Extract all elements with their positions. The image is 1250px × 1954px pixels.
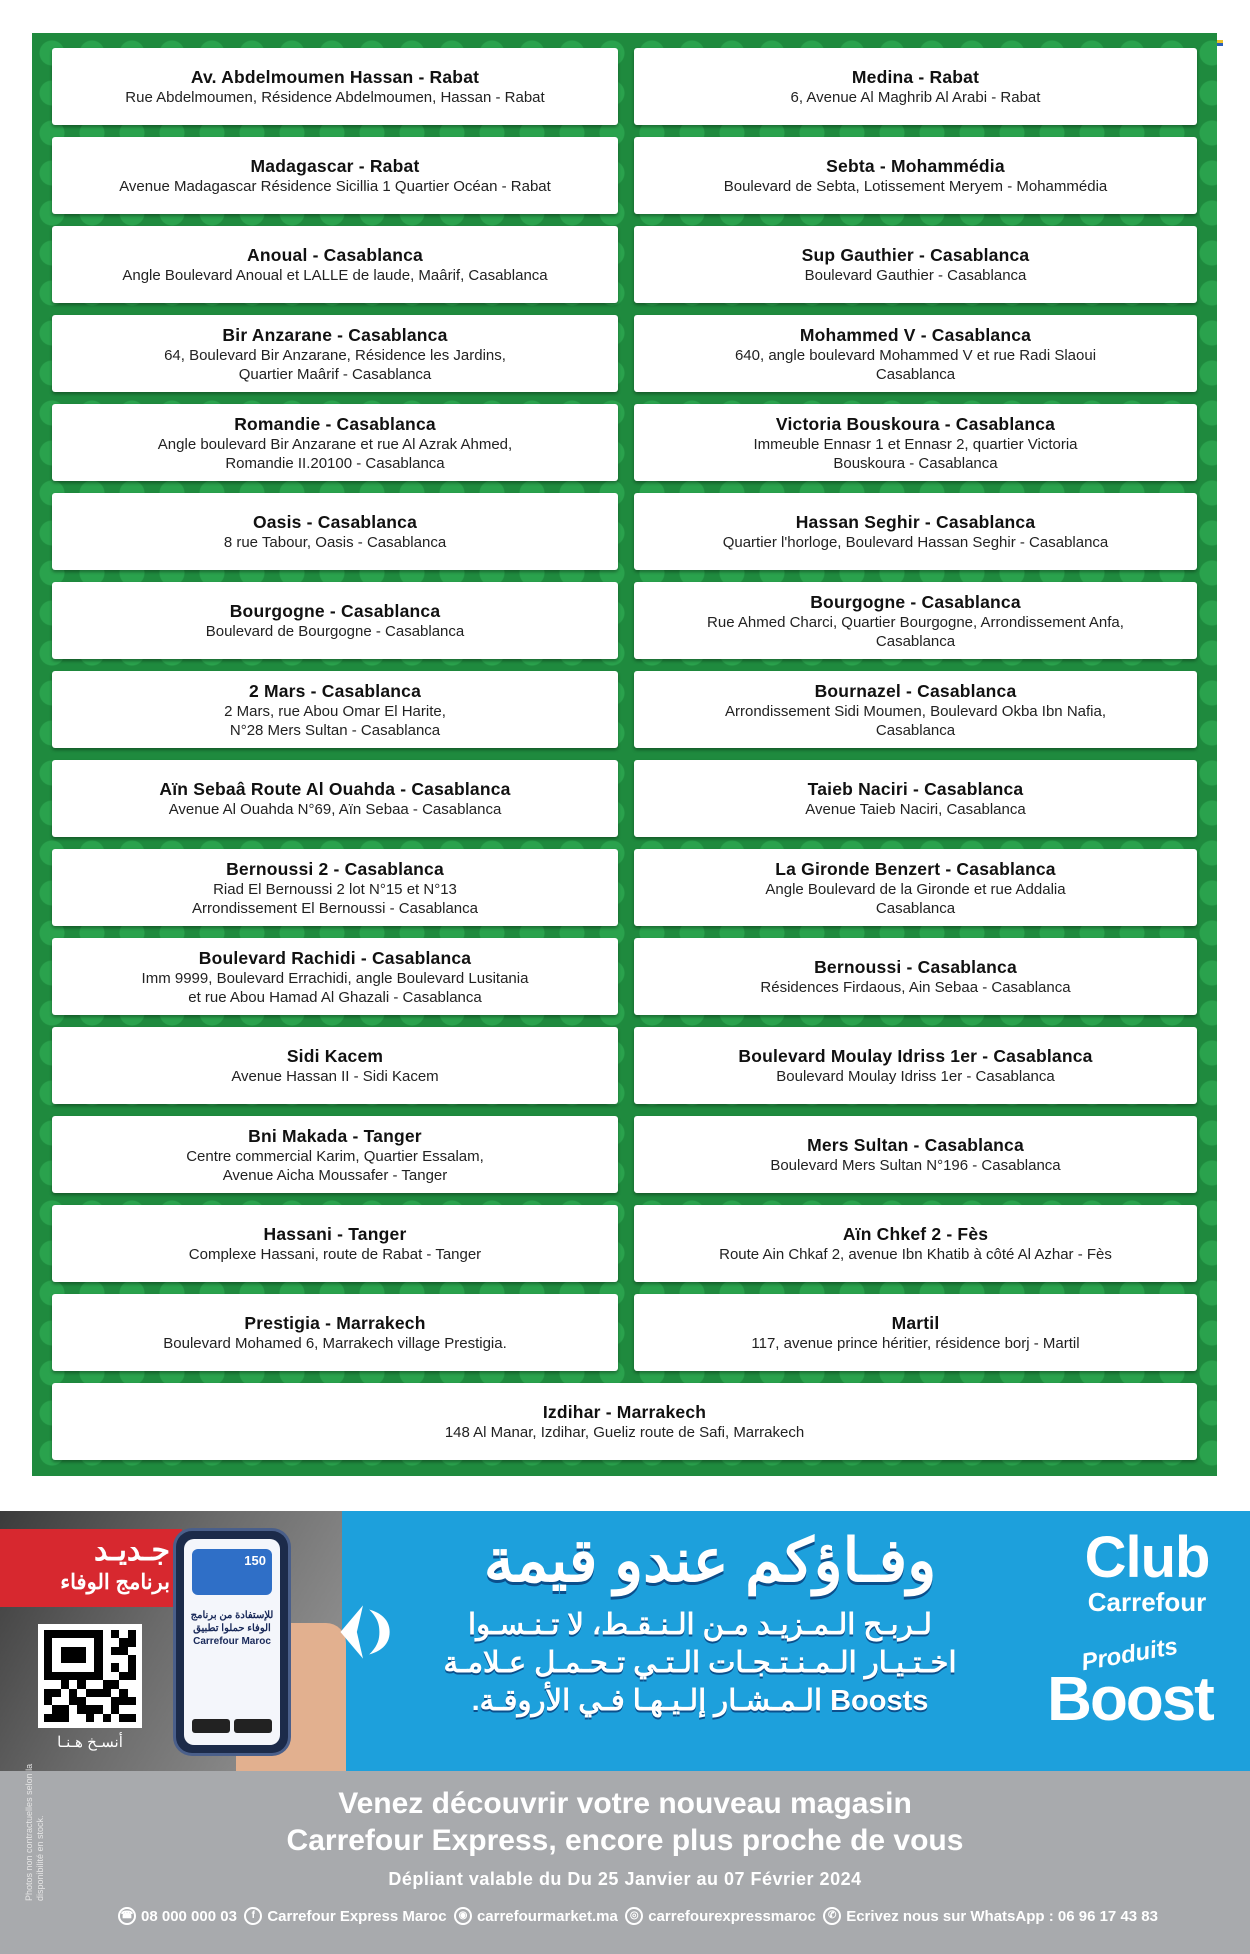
store-name: Taieb Naciri - Casablanca bbox=[807, 779, 1024, 799]
store-address: Boulevard Gauthier - Casablanca bbox=[804, 267, 1027, 284]
store-card bbox=[634, 48, 1197, 125]
contact-text: carrefourmarket.ma bbox=[476, 1907, 618, 1925]
qr-module bbox=[44, 1714, 52, 1722]
store-name: Oasis - Casablanca bbox=[252, 512, 418, 532]
web-icon: ◉ bbox=[454, 1907, 472, 1925]
qr-module bbox=[119, 1663, 127, 1671]
google-play-icon bbox=[234, 1719, 272, 1733]
store-address: Boulevard Moulay Idriss 1er - Casablanca bbox=[776, 1068, 1055, 1085]
qr-module bbox=[94, 1663, 102, 1671]
qr-module bbox=[61, 1680, 69, 1688]
store-card bbox=[634, 315, 1197, 392]
store-address: 2 Mars, rue Abou Omar El Harite, N°28 Mers Sultan - Casablanca bbox=[224, 702, 446, 739]
qr-module bbox=[103, 1705, 111, 1713]
corner-mark bbox=[1217, 40, 1223, 46]
qr-module bbox=[44, 1697, 52, 1705]
store-address: Boulevard de Bourgogne - Casablanca bbox=[205, 623, 465, 640]
disclaimer-text: Photos non contractuelles selon la disponibilité en stock. bbox=[24, 1763, 45, 1901]
qr-module bbox=[111, 1689, 119, 1697]
qr-module bbox=[86, 1672, 94, 1680]
store-name: Hassan Seghir - Casablanca bbox=[795, 512, 1036, 532]
qr-module bbox=[86, 1655, 94, 1663]
qr-module bbox=[52, 1689, 60, 1697]
store-name: Aïn Chkef 2 - Fès bbox=[842, 1224, 989, 1244]
store-name: Mers Sultan - Casablanca bbox=[807, 1135, 1024, 1155]
qr-module bbox=[119, 1714, 127, 1722]
club-text: Club bbox=[1084, 1525, 1210, 1590]
store-card bbox=[634, 1294, 1197, 1371]
store-address: 6, Avenue Al Maghrib Al Arabi - Rabat bbox=[790, 89, 1041, 106]
contact-instagram[interactable] bbox=[625, 1907, 816, 1925]
phone-screen bbox=[184, 1539, 280, 1745]
qr-module bbox=[44, 1705, 52, 1713]
qr-module bbox=[119, 1697, 127, 1705]
store-card bbox=[52, 137, 618, 214]
qr-module bbox=[86, 1714, 94, 1722]
badge-title: جـديـد bbox=[94, 1534, 170, 1567]
store-address: Avenue Madagascar Résidence Sicillia 1 Quartier Océan - Rabat bbox=[119, 178, 551, 195]
footer-subheadline: Carrefour Express, encore plus proche de vous bbox=[286, 1824, 964, 1857]
contact-phone[interactable] bbox=[118, 1907, 237, 1925]
store-card bbox=[634, 226, 1197, 303]
qr-module bbox=[94, 1680, 102, 1688]
qr-module bbox=[103, 1714, 111, 1722]
qr-module bbox=[77, 1697, 85, 1705]
qr-module bbox=[44, 1689, 52, 1697]
qr-module bbox=[77, 1689, 85, 1697]
store-card bbox=[52, 1116, 618, 1193]
store-card bbox=[52, 1294, 618, 1371]
qr-module bbox=[52, 1680, 60, 1688]
qr-module bbox=[111, 1705, 119, 1713]
qr-module bbox=[128, 1680, 136, 1688]
store-card bbox=[52, 938, 618, 1015]
qr-module bbox=[111, 1630, 119, 1638]
loyalty-promo-banner bbox=[0, 1511, 1250, 1771]
qr-module bbox=[103, 1697, 111, 1705]
store-name: La Gironde Benzert - Casablanca bbox=[775, 858, 1056, 879]
stores-panel bbox=[32, 33, 1217, 1476]
promo-body-line: Boosts الـمـشـار إلـيـهـا فـي الأروقـة. bbox=[471, 1685, 929, 1717]
store-card bbox=[52, 760, 618, 837]
qr-module bbox=[44, 1655, 52, 1663]
qr-module bbox=[44, 1680, 52, 1688]
store-name: Bourgogne - Casablanca bbox=[229, 601, 441, 621]
qr-module bbox=[86, 1638, 94, 1646]
new-badge bbox=[0, 1529, 182, 1607]
store-card bbox=[52, 1205, 618, 1282]
store-card bbox=[52, 1383, 1197, 1460]
qr-module bbox=[86, 1647, 94, 1655]
store-name: Sup Gauthier - Casablanca bbox=[801, 245, 1030, 265]
qr-module bbox=[111, 1697, 119, 1705]
qr-module bbox=[61, 1697, 69, 1705]
qr-module bbox=[94, 1705, 102, 1713]
qr-module bbox=[52, 1714, 60, 1722]
qr-module bbox=[94, 1655, 102, 1663]
store-address: 117, avenue prince héritier, résidence borj - Martil bbox=[751, 1335, 1080, 1352]
qr-module bbox=[86, 1689, 94, 1697]
qr-module bbox=[119, 1672, 127, 1680]
contact-whatsapp[interactable] bbox=[823, 1907, 1158, 1925]
store-card bbox=[634, 137, 1197, 214]
qr-module bbox=[103, 1672, 111, 1680]
store-address: Avenue Taieb Naciri, Casablanca bbox=[805, 801, 1026, 818]
qr-module bbox=[69, 1647, 77, 1655]
store-name: Mohammed V - Casablanca bbox=[799, 324, 1032, 345]
store-address: Route Ain Chkaf 2, avenue Ibn Khatib à côté Al Azhar - Fès bbox=[719, 1246, 1112, 1263]
qr-module bbox=[61, 1638, 69, 1646]
phone-icon: ☎ bbox=[118, 1907, 136, 1925]
contact-text: Ecrivez nous sur WhatsApp : 06 96 17 43 83 bbox=[846, 1907, 1158, 1925]
qr-module bbox=[52, 1647, 60, 1655]
qr-module bbox=[119, 1630, 127, 1638]
store-card bbox=[634, 849, 1197, 926]
store-name: Bni Makada - Tanger bbox=[248, 1125, 422, 1146]
qr-module bbox=[69, 1638, 77, 1646]
qr-module bbox=[52, 1638, 60, 1646]
store-card bbox=[52, 493, 618, 570]
store-name: Izdihar - Marrakech bbox=[542, 1402, 707, 1422]
store-name: Bernoussi 2 - Casablanca bbox=[226, 858, 444, 879]
app-store-badges bbox=[192, 1719, 272, 1733]
produits-text: Produits bbox=[1079, 1632, 1181, 1677]
store-card bbox=[634, 404, 1197, 481]
store-card bbox=[634, 1027, 1197, 1104]
contact-bar bbox=[118, 1907, 1158, 1925]
store-address: Avenue Al Ouahda N°69, Aïn Sebaa - Casablanca bbox=[168, 801, 502, 818]
qr-module bbox=[103, 1680, 111, 1688]
contact-website[interactable] bbox=[454, 1907, 618, 1925]
card-points: 150 bbox=[244, 1553, 266, 1568]
qr-module bbox=[128, 1655, 136, 1663]
qr-module bbox=[52, 1663, 60, 1671]
store-card bbox=[52, 849, 618, 926]
qr-module bbox=[119, 1638, 127, 1646]
contact-facebook[interactable] bbox=[244, 1907, 446, 1925]
store-address: Rue Ahmed Charci, Quartier Bourgogne, Arrondissement Anfa, Casablanca bbox=[707, 613, 1124, 650]
store-card bbox=[52, 226, 618, 303]
store-card bbox=[52, 315, 618, 392]
store-name: Medina - Rabat bbox=[851, 67, 980, 87]
club-carrefour-logo bbox=[1062, 1525, 1232, 1617]
promo-title: وفـاؤكم عندو قيمة bbox=[483, 1527, 937, 1594]
store-card bbox=[634, 1205, 1197, 1282]
qr-module bbox=[77, 1672, 85, 1680]
store-name: Sebta - Mohammédia bbox=[826, 156, 1005, 176]
qr-module bbox=[128, 1638, 136, 1646]
qr-module bbox=[44, 1630, 52, 1638]
store-address: Angle Boulevard de la Gironde et rue Addalia Casablanca bbox=[765, 880, 1066, 917]
qr-module bbox=[69, 1672, 77, 1680]
qr-module bbox=[61, 1714, 69, 1722]
boost-text: Boost bbox=[1047, 1665, 1213, 1734]
store-name: Prestigia - Marrakech bbox=[244, 1313, 426, 1333]
qr-module bbox=[128, 1647, 136, 1655]
app-store-icon bbox=[192, 1719, 230, 1733]
qr-module bbox=[94, 1697, 102, 1705]
validity-dates: Dépliant valable du Du 25 Janvier au 07 Février 2024 bbox=[388, 1869, 862, 1889]
qr-module bbox=[69, 1680, 77, 1688]
qr-module bbox=[52, 1697, 60, 1705]
qr-module bbox=[94, 1638, 102, 1646]
store-address: 64, Boulevard Bir Anzarane, Résidence les Jardins, Quartier Maârif - Casablanca bbox=[164, 346, 506, 383]
store-card bbox=[52, 582, 618, 659]
promo-body-line: لـربـح الـمـزيـد مـن الـنـقـط، لا تـنـسـوا bbox=[468, 1609, 932, 1641]
store-name: Bir Anzarane - Casablanca bbox=[222, 324, 448, 345]
store-card bbox=[634, 1116, 1197, 1193]
store-name: Martil bbox=[891, 1313, 940, 1333]
qr-module bbox=[128, 1714, 136, 1722]
qr-module bbox=[111, 1638, 119, 1646]
store-address: Résidences Firdaous, Ain Sebaa - Casablanca bbox=[760, 979, 1071, 996]
footer-headline: Venez découvrir votre nouveau magasin bbox=[338, 1787, 912, 1820]
club-brand: Carrefour bbox=[1087, 1587, 1207, 1617]
qr-module bbox=[103, 1638, 111, 1646]
store-name: Bourgogne - Casablanca bbox=[810, 591, 1021, 612]
whatsapp-icon: ✆ bbox=[823, 1907, 841, 1925]
qr-module bbox=[61, 1663, 69, 1671]
qr-code[interactable] bbox=[38, 1624, 142, 1728]
qr-module bbox=[77, 1647, 85, 1655]
scan-here-label: أنسـخ هـنـا bbox=[57, 1734, 123, 1751]
store-card bbox=[52, 1027, 618, 1104]
qr-module bbox=[111, 1647, 119, 1655]
store-card bbox=[634, 760, 1197, 837]
store-name: Bournazel - Casablanca bbox=[814, 680, 1017, 701]
store-address: Immeuble Ennasr 1 et Ennasr 2, quartier Victoria Bouskoura - Casablanca bbox=[753, 435, 1078, 472]
qr-module bbox=[86, 1663, 94, 1671]
store-name: Boulevard Moulay Idriss 1er - Casablanca bbox=[738, 1046, 1093, 1066]
qr-module bbox=[119, 1647, 127, 1655]
store-name: Anoual - Casablanca bbox=[247, 245, 423, 265]
qr-module bbox=[111, 1655, 119, 1663]
qr-module bbox=[128, 1697, 136, 1705]
store-address: Boulevard Mers Sultan N°196 - Casablanca bbox=[770, 1157, 1061, 1174]
qr-module bbox=[128, 1663, 136, 1671]
qr-module bbox=[86, 1697, 94, 1705]
qr-module bbox=[69, 1705, 77, 1713]
carrefour-logo-icon bbox=[322, 1591, 404, 1673]
qr-module bbox=[111, 1672, 119, 1680]
qr-module bbox=[128, 1672, 136, 1680]
qr-module bbox=[69, 1655, 77, 1663]
store-address: 8 rue Tabour, Oasis - Casablanca bbox=[223, 534, 447, 551]
qr-module bbox=[69, 1689, 77, 1697]
store-card bbox=[52, 404, 618, 481]
store-card bbox=[52, 48, 618, 125]
store-name: Boulevard Rachidi - Casablanca bbox=[198, 947, 472, 968]
qr-module bbox=[69, 1630, 77, 1638]
store-name: Romandie - Casablanca bbox=[234, 413, 436, 434]
qr-module bbox=[119, 1680, 127, 1688]
contact-text: Carrefour Express Maroc bbox=[267, 1907, 447, 1925]
qr-module bbox=[128, 1705, 136, 1713]
qr-module bbox=[128, 1630, 136, 1638]
qr-module bbox=[103, 1647, 111, 1655]
qr-module bbox=[94, 1714, 102, 1722]
store-address: 148 Al Manar, Izdihar, Gueliz route de Safi, Marrakech bbox=[444, 1424, 805, 1441]
qr-module bbox=[119, 1655, 127, 1663]
qr-module bbox=[44, 1647, 52, 1655]
qr-module bbox=[119, 1689, 127, 1697]
store-address: Arrondissement Sidi Moumen, Boulevard Okba Ibn Nafia, Casablanca bbox=[724, 702, 1107, 739]
footer bbox=[0, 1763, 1250, 1954]
qr-module bbox=[52, 1630, 60, 1638]
store-card bbox=[634, 582, 1197, 659]
qr-module bbox=[52, 1705, 60, 1713]
qr-module bbox=[111, 1680, 119, 1688]
qr-module bbox=[77, 1663, 85, 1671]
promo-photo-area bbox=[0, 1511, 342, 1771]
qr-module bbox=[77, 1680, 85, 1688]
qr-module bbox=[61, 1655, 69, 1663]
qr-module bbox=[94, 1630, 102, 1638]
contact-text: 08 000 000 03 bbox=[141, 1907, 237, 1925]
store-address: Avenue Hassan II - Sidi Kacem bbox=[231, 1068, 439, 1085]
qr-module bbox=[94, 1647, 102, 1655]
store-address: 640, angle boulevard Mohammed V et rue Radi Slaoui Casablanca bbox=[734, 346, 1097, 383]
contact-text: carrefourexpressmaroc bbox=[648, 1907, 816, 1925]
qr-module bbox=[61, 1672, 69, 1680]
store-name: Victoria Bouskoura - Casablanca bbox=[775, 413, 1056, 434]
qr-module bbox=[86, 1705, 94, 1713]
qr-module bbox=[128, 1689, 136, 1697]
qr-module bbox=[94, 1689, 102, 1697]
qr-module bbox=[77, 1705, 85, 1713]
store-name: Av. Abdelmoumen Hassan - Rabat bbox=[190, 67, 480, 87]
store-address: Quartier l'horloge, Boulevard Hassan Seghir - Casablanca bbox=[722, 534, 1109, 551]
qr-module bbox=[77, 1714, 85, 1722]
facebook-icon: f bbox=[244, 1907, 262, 1925]
store-name: Sidi Kacem bbox=[286, 1046, 384, 1066]
store-name: Hassani - Tanger bbox=[263, 1224, 407, 1244]
qr-module bbox=[103, 1689, 111, 1697]
store-name: Madagascar - Rabat bbox=[250, 156, 420, 176]
store-address: Boulevard Mohamed 6, Marrakech village Prestigia. bbox=[163, 1335, 507, 1352]
qr-module bbox=[94, 1672, 102, 1680]
store-card bbox=[634, 938, 1197, 1015]
qr-module bbox=[77, 1638, 85, 1646]
store-card bbox=[52, 671, 618, 748]
qr-module bbox=[77, 1630, 85, 1638]
qr-module bbox=[61, 1689, 69, 1697]
store-name: Aïn Sebaâ Route Al Ouahda - Casablanca bbox=[159, 779, 511, 799]
qr-module bbox=[111, 1714, 119, 1722]
qr-module bbox=[86, 1630, 94, 1638]
qr-module bbox=[86, 1680, 94, 1688]
stores-grid bbox=[52, 48, 1197, 1460]
qr-module bbox=[44, 1672, 52, 1680]
store-address: Centre commercial Karim, Quartier Essalam, Avenue Aicha Moussafer - Tanger bbox=[186, 1147, 484, 1184]
instagram-icon: ◎ bbox=[625, 1907, 643, 1925]
qr-module bbox=[103, 1630, 111, 1638]
qr-module bbox=[44, 1663, 52, 1671]
qr-module bbox=[69, 1714, 77, 1722]
qr-module bbox=[61, 1647, 69, 1655]
qr-module bbox=[77, 1655, 85, 1663]
qr-module bbox=[52, 1672, 60, 1680]
qr-module bbox=[44, 1638, 52, 1646]
store-address: Angle boulevard Bir Anzarane et rue Al Azrak Ahmed, Romandie II.20100 - Casablanca bbox=[157, 435, 513, 472]
store-card bbox=[634, 671, 1197, 748]
qr-module bbox=[103, 1663, 111, 1671]
qr-module bbox=[69, 1697, 77, 1705]
store-address: Imm 9999, Boulevard Errachidi, angle Boulevard Lusitania et rue Abou Hamad Al Ghazali - Casablanca bbox=[141, 969, 529, 1006]
store-address: Boulevard de Sebta, Lotissement Meryem - Mohammédia bbox=[723, 178, 1108, 195]
store-name: Bernoussi - Casablanca bbox=[814, 957, 1017, 977]
promo-body bbox=[400, 1606, 1000, 1720]
phone-mockup bbox=[176, 1531, 288, 1753]
loyalty-card bbox=[192, 1549, 272, 1595]
qr-module bbox=[61, 1705, 69, 1713]
phone-screen-text: للإستفادة من برنامج الوفاء حملوا تطبيق Carrefour Maroc bbox=[190, 1610, 274, 1647]
store-name: 2 Mars - Casablanca bbox=[248, 680, 422, 701]
store-address: Angle Boulevard Anoual et LALLE de laude, Maârif, Casablanca bbox=[122, 267, 548, 284]
store-card bbox=[634, 493, 1197, 570]
qr-module bbox=[61, 1630, 69, 1638]
store-address: Rue Abdelmoumen, Résidence Abdelmoumen, Hassan - Rabat bbox=[125, 89, 545, 106]
qr-module bbox=[111, 1663, 119, 1671]
qr-module bbox=[103, 1655, 111, 1663]
qr-module bbox=[52, 1655, 60, 1663]
store-address: Riad El Bernoussi 2 lot N°15 et N°13 Arrondissement El Bernoussi - Casablanca bbox=[192, 880, 478, 917]
produits-boost-logo bbox=[1040, 1632, 1220, 1734]
store-address: Complexe Hassani, route de Rabat - Tanger bbox=[188, 1246, 482, 1263]
qr-code-pattern bbox=[44, 1630, 136, 1722]
badge-subtitle: برنامج الوفاء bbox=[60, 1571, 170, 1594]
qr-module bbox=[119, 1705, 127, 1713]
promo-body-line: اخـتـيـار الـمـنـتـجـات الـتـي تـحـمـل عـلامـة bbox=[443, 1647, 957, 1679]
qr-module bbox=[69, 1663, 77, 1671]
